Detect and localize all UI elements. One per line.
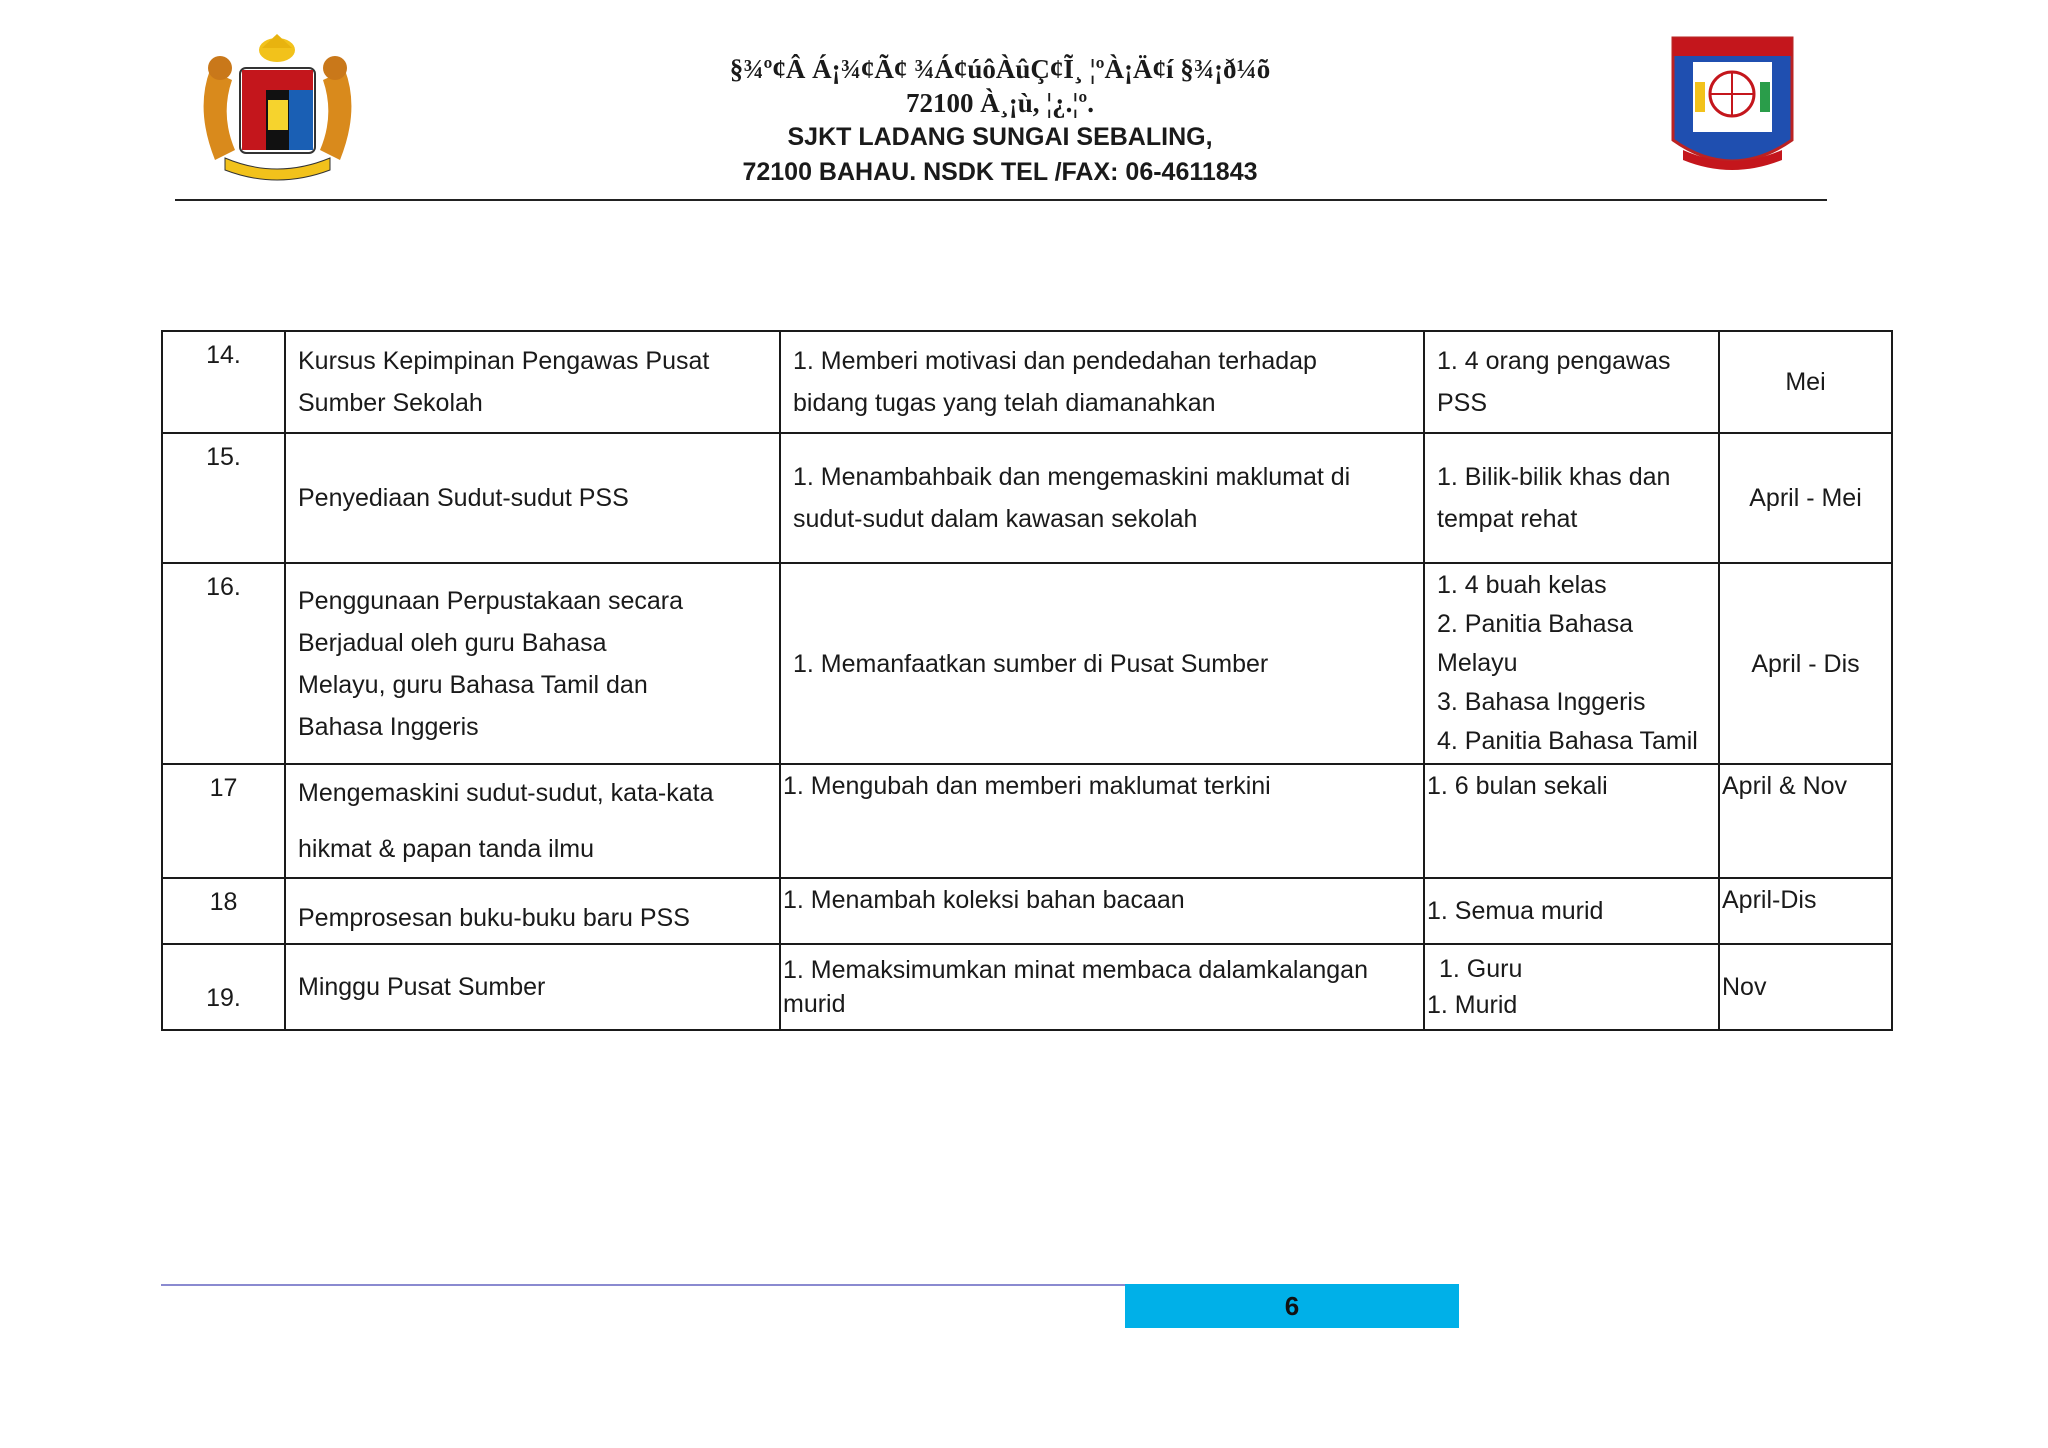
objective-cell: 1. Menambah koleksi bahan bacaan — [780, 878, 1424, 944]
activity-cell: Mengemaskini sudut-sudut, kata-kata hikmat & papan tanda ilmu — [285, 764, 780, 878]
table-row — [162, 764, 1892, 878]
header-divider — [175, 199, 1827, 201]
tamil-school-name: §¾º¢Â Á¡¾¢Ã¢ ¾Á¢úôÀûÇ¢Ĩ¸ ¦ºÀ¡Ä¢í §¾¡ð¼õ — [729, 54, 1271, 84]
table-row — [162, 878, 1892, 944]
row-number: 16. — [162, 563, 285, 764]
row-number: 18 — [162, 878, 285, 944]
activity-cell: Penggunaan Perpustakaan secara Berjadual oleh guru Bahasa Melayu, guru Bahasa Tamil dan Bahasa Inggeris — [285, 563, 780, 764]
time-cell: Mei — [1719, 331, 1892, 433]
activity-cell: Minggu Pusat Sumber — [285, 944, 780, 1030]
objective-cell: 1. Memaksimumkan minat membaca dalamkalangan murid — [780, 944, 1424, 1030]
row-number: 19. — [162, 944, 285, 1030]
time-cell: April - Dis — [1719, 563, 1892, 764]
objective-cell: 1. Mengubah dan memberi maklumat terkini — [780, 764, 1424, 878]
tamil-address: 72100 À¸¡ù, ¦¿.¦º. — [905, 88, 1095, 118]
target-cell: 1. 6 bulan sekali — [1424, 764, 1719, 878]
activity-table — [161, 330, 1893, 1031]
school-logo-icon — [1665, 32, 1800, 182]
activity-cell: Penyediaan Sudut-sudut PSS — [285, 433, 780, 563]
target-cell: 1. Bilik-bilik khas dan tempat rehat — [1424, 433, 1719, 563]
table-row — [162, 433, 1892, 563]
table-row — [162, 944, 1892, 1030]
activity-cell: Pemprosesan buku-buku baru PSS — [285, 878, 780, 944]
objective-cell: 1. Memanfaatkan sumber di Pusat Sumber — [780, 563, 1424, 764]
objective-cell: 1. Memberi motivasi dan pendedahan terhadap bidang tugas yang telah diamanahkan — [780, 331, 1424, 433]
time-cell: Nov — [1719, 944, 1892, 1030]
coat-of-arms-icon — [190, 30, 365, 185]
row-number: 17 — [162, 764, 285, 878]
target-cell: 1. 4 buah kelas 2. Panitia Bahasa Melayu 3. Bahasa Inggeris 4. Panitia Bahasa Tamil — [1424, 563, 1719, 764]
table-row — [162, 331, 1892, 433]
time-cell: April - Mei — [1719, 433, 1892, 563]
school-address: 72100 BAHAU. NSDK TEL /FAX: 06-4611843 — [742, 158, 1258, 186]
activity-cell: Kursus Kepimpinan Pengawas Pusat Sumber Sekolah — [285, 331, 780, 433]
objective-cell: 1. Menambahbaik dan mengemaskini maklumat di sudut-sudut dalam kawasan sekolah — [780, 433, 1424, 563]
row-number: 15. — [162, 433, 285, 563]
target-cell: 1. Semua murid — [1424, 878, 1719, 944]
row-number: 14. — [162, 331, 285, 433]
table-row — [162, 563, 1892, 764]
time-cell: April-Dis — [1719, 878, 1892, 944]
target-cell: 1. Guru 1. Murid — [1424, 944, 1719, 1030]
page-number: 6 — [1125, 1284, 1459, 1328]
target-cell: 1. 4 orang pengawas PSS — [1424, 331, 1719, 433]
school-name: SJKT LADANG SUNGAI SEBALING, — [787, 123, 1213, 151]
footer-divider — [161, 1284, 1125, 1286]
time-cell: April & Nov — [1719, 764, 1892, 878]
letterhead — [0, 0, 2048, 205]
